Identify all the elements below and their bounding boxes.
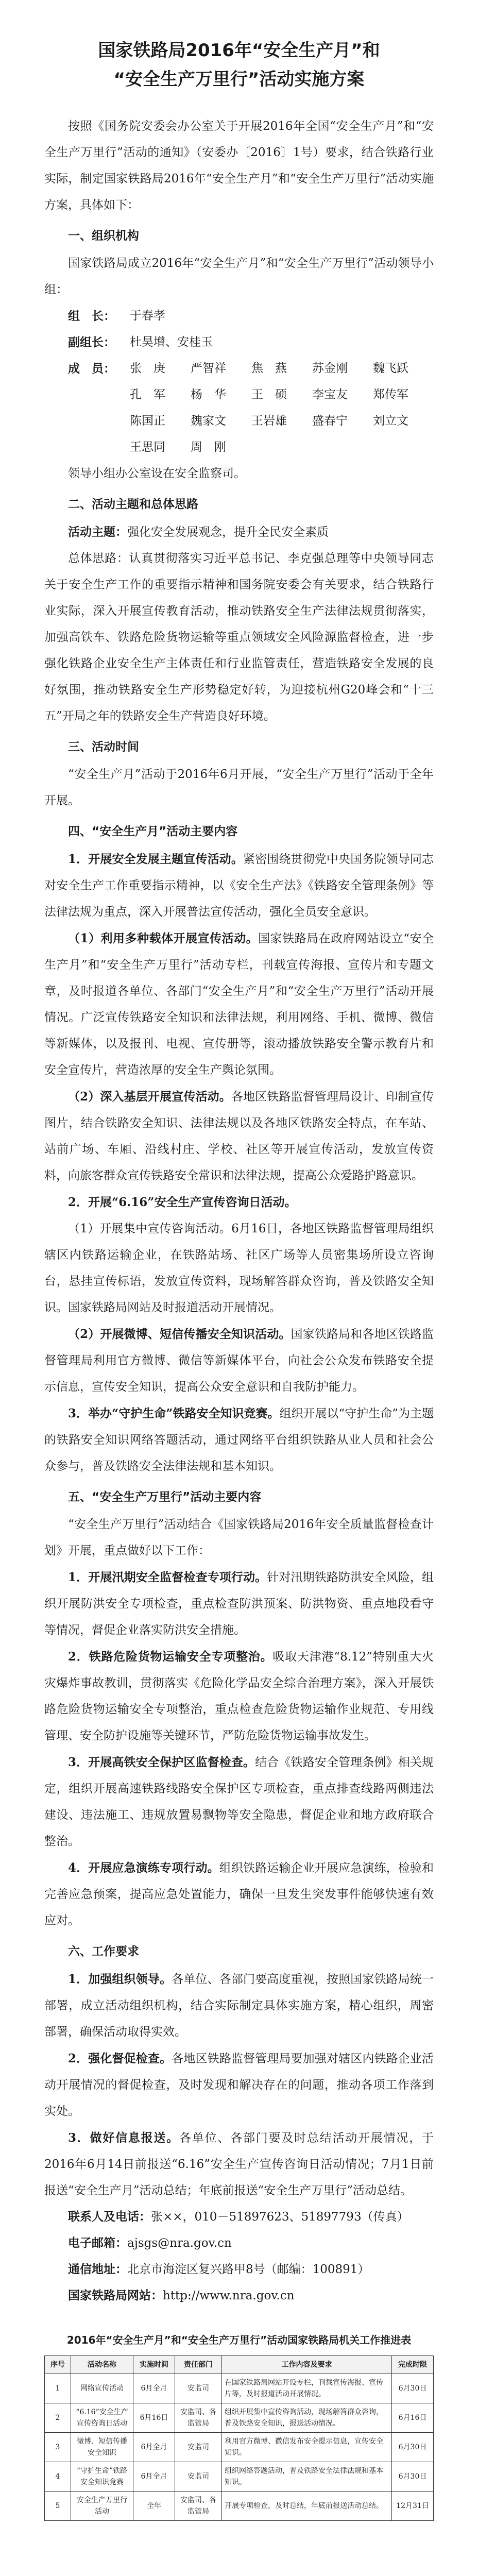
table-row xyxy=(45,2462,434,2492)
item-title: 4．开展应急演练专项行动。 xyxy=(68,1861,219,1875)
table-cell: 安监司 xyxy=(175,2374,222,2403)
item-text: 组织铁路运输企业开展应急演练，检验和完善应急预案，提高应急处置能力，确保一旦发生突发事件能够快速有效应对。 xyxy=(44,1861,434,1927)
table-cell: 12月31日 xyxy=(392,2492,434,2521)
table-cell: 6月全月 xyxy=(133,2374,175,2403)
theme-value: 强化安全发展观念，提升全民安全素质 xyxy=(127,526,329,539)
table-cell: 组织开展集中宣传咨询活动，现场解答群众咨询，普及铁路安全知识，报送活动情况。 xyxy=(222,2403,392,2433)
column-header: 序号 xyxy=(45,2356,71,2374)
members-row xyxy=(44,355,434,461)
member-name: 王思同 xyxy=(130,440,165,454)
item-title: 2．开展“6.16”安全生产宣传咨询日活动。 xyxy=(68,1195,297,1209)
title-line-2: “安全生产万里行”活动实施方案 xyxy=(113,69,365,90)
item-paragraph xyxy=(44,1749,434,1855)
table-cell: 开展专项检查，及时总结，年底前报送活动总结。 xyxy=(222,2492,392,2521)
website-value: http://www.nra.gov.cn xyxy=(163,2289,295,2302)
table-cell: 6月全月 xyxy=(133,2433,175,2462)
member-name: 李宝友 xyxy=(312,388,348,401)
item-text: 结合《铁路安全管理条例》相关规定，组织开展高速铁路线路安全保护区专项检查，重点排查线路两侧违法建设、违法施工、违规放置易飘物等安全隐患，督促企业和地方政府联合整治。 xyxy=(44,1756,434,1848)
member-name: 盛春宁 xyxy=(312,414,348,428)
website-line xyxy=(44,2283,434,2309)
column-header: 工作内容及要求 xyxy=(222,2356,392,2374)
member-name: 严智祥 xyxy=(191,362,226,375)
item-paragraph xyxy=(44,1855,434,1934)
contact-label: 联系人及电话： xyxy=(68,2210,151,2224)
table-cell: 利用官方微博、微信发布安全提示信息，宣传安全知识。 xyxy=(222,2433,392,2462)
requirement-paragraph xyxy=(44,2125,434,2204)
schedule-table xyxy=(44,2355,434,2521)
members-label: 成 员： xyxy=(68,362,115,376)
title-line-1: 国家铁路局2016年“安全生产月”和 xyxy=(98,40,380,61)
theme-label: 活动主题： xyxy=(68,525,127,539)
table-cell: 5 xyxy=(45,2492,71,2521)
column-header: 实施时间 xyxy=(133,2356,175,2374)
address-label: 通信地址： xyxy=(68,2263,127,2276)
table-cell: 1 xyxy=(45,2374,71,2403)
item-title: 2．铁路危险货物运输安全专项整治。 xyxy=(68,1650,273,1664)
org-intro: 国家铁路局成立2016年“安全生产月”和“安全生产万里行”活动领导小组： xyxy=(44,257,434,296)
table-cell: 安监司、各监管局 xyxy=(175,2403,222,2433)
item-paragraph: （1）开展集中宣传咨询活动。6月16日，各地区铁路监督管理局组织辖区内铁路运输企业，在铁路站场、社区广场等人员密集场所设立咨询台，悬挂宣传标语，发放宣传资料，现场解答群众咨询，普及铁路安全知识。国家铁路局网站及时报道活动开展情况。 xyxy=(44,1222,434,1314)
member-name: 杨 华 xyxy=(191,388,226,401)
item-text: 针对汛期铁路防洪安全风险，组织开展防洪安全专项检查，重点检查防洪预案、防洪物资、重点地段看守等情况，督促企业落实防洪安全措施。 xyxy=(44,1571,434,1637)
deputy-row xyxy=(44,329,434,355)
table-cell: 4 xyxy=(45,2462,71,2492)
section-heading-5: 五、“安全生产万里行”活动主要内容 xyxy=(68,1490,262,1504)
column-header: 责任部门 xyxy=(175,2356,222,2374)
table-cell: 2 xyxy=(45,2403,71,2433)
leader-value: 于春孝 xyxy=(130,309,165,323)
item-text: 吸取天津港“8.12”特别重大火灾爆炸事故教训，贯彻落实《危险化学品安全综合治理方案》，深入开展铁路危险货物运输安全专项整治，重点检查危险货物运输作业规范、专用线管理、安全防护设施等关键环节，严防危险货物运输事故发生。 xyxy=(44,1650,434,1742)
item-paragraph xyxy=(44,1083,434,1189)
section-heading-2: 二、活动主题和总体思路 xyxy=(68,498,198,511)
leader-row xyxy=(44,303,434,329)
item-title: 1．开展汛期安全监督检查专项行动。 xyxy=(68,1570,267,1584)
table-header-row xyxy=(45,2356,434,2374)
table-row xyxy=(45,2403,434,2433)
requirement-title: 2．强化督促检查。 xyxy=(68,2052,172,2065)
table-cell: 6月30日 xyxy=(392,2374,434,2403)
office-note: 领导小组办公室设在安全监察司。 xyxy=(68,467,246,480)
time-paragraph: “安全生产月”活动于2016年6月开展，“安全生产万里行”活动于全年开展。 xyxy=(44,768,434,807)
address-value: 北京市海淀区复兴路甲8号（邮编：100891） xyxy=(127,2263,370,2276)
member-name: 王岩雄 xyxy=(251,414,287,428)
item-title: 3．开展高铁安全保护区监督检查。 xyxy=(68,1755,255,1769)
item-paragraph xyxy=(44,925,434,1083)
item-title: （2）深入基层开展宣传活动。 xyxy=(68,1090,231,1104)
table-cell: 全年 xyxy=(133,2492,175,2521)
deputy-label: 副组长： xyxy=(68,335,115,349)
column-header: 完成时限 xyxy=(392,2356,434,2374)
table-cell: 组织网络答题活动，普及铁路安全法律法规和基本知识。 xyxy=(222,2462,392,2492)
item-title: （2）开展微博、短信传播安全知识活动。 xyxy=(68,1327,291,1341)
item-paragraph: “安全生产万里行”活动结合《国家铁路局2016年安全质量监督检查计划》开展，重点做好以下工作： xyxy=(44,1518,434,1557)
member-name: 魏飞跃 xyxy=(373,362,408,375)
email-value: ajsgs@nra.gov.cn xyxy=(127,2236,232,2250)
member-name: 刘立文 xyxy=(373,414,408,428)
item-paragraph xyxy=(44,1321,434,1400)
theme-paragraph xyxy=(44,519,434,546)
table-cell: 3 xyxy=(45,2433,71,2462)
table-cell: 安监司 xyxy=(175,2433,222,2462)
contact-value: 张××，010－51897623、51897793（传真） xyxy=(151,2210,409,2224)
requirement-title: 3．做好信息报送。 xyxy=(68,2131,180,2145)
table-cell: 安全生产万里行活动 xyxy=(71,2492,133,2521)
address-line xyxy=(44,2257,434,2283)
item-text: 国家铁路局在政府网站设立“安全生产月”和“安全生产万里行”活动专栏，刊载宣传海报、宣传片和专题文章，及时报道各单位、各部门“安全生产月”和“安全生产万里行”活动开展情况。广泛宣传铁路安全知识和法律法规，利用网络、手机、微博、微信等新媒体，以及报刊、电视、宣传册等，滚动播放铁路安全警示教育片和安全宣传片，营造浓厚的安全生产舆论氛围。 xyxy=(44,932,434,1077)
leader-label: 组 长： xyxy=(68,309,115,323)
table-cell: 6月全月 xyxy=(133,2462,175,2492)
item-text: 紧密围绕贯彻党中央国务院领导同志对安全生产工作重要指示精神，以《安全生产法》《铁路安全管理条例》等法律法规为重点，深入开展普法宣传活动，强化全员安全意识。 xyxy=(44,853,434,919)
table-row xyxy=(45,2433,434,2462)
item-title: 3．举办“守护生命”铁路安全知识竞赛。 xyxy=(68,1406,280,1420)
requirement-text: 各单位、各部门要高度重视，按照国家铁路局统一部署，成立活动组织机构，结合实际制定具体实施方案，精心组织，周密部署，确保活动取得实效。 xyxy=(44,1973,434,2039)
table-cell: 6月16日 xyxy=(392,2403,434,2433)
table-row xyxy=(45,2492,434,2521)
table-cell: 6月30日 xyxy=(392,2462,434,2492)
item-paragraph xyxy=(44,1564,434,1643)
member-name: 孔 军 xyxy=(130,388,165,401)
column-header: 活动名称 xyxy=(71,2356,133,2374)
table-cell: “6.16”安全生产宣传咨询日活动 xyxy=(71,2403,133,2433)
document-title xyxy=(44,36,434,94)
requirement-paragraph xyxy=(44,2045,434,2125)
schedule-table-title: 2016年“安全生产月”和“安全生产万里行”活动国家铁路局机关工作推进表 xyxy=(66,2334,412,2346)
email-line xyxy=(44,2230,434,2257)
table-cell: 在国家铁路局网站开设专栏，刊载宣传海报、宣传片等，及时报道活动开展情况。 xyxy=(222,2374,392,2403)
item-paragraph xyxy=(44,1189,434,1216)
item-paragraph xyxy=(44,1643,434,1749)
requirement-text: 各单位、各部门要及时总结活动开展情况，于2016年6月14日前报送“6.16”安全生产宣传咨询日活动情况；7月1日前报送“安全生产月”活动总结；年底前报送“安全生产万里行”活动总结。 xyxy=(44,2131,434,2197)
table-cell: 网络宣传活动 xyxy=(71,2374,133,2403)
member-name: 焦 燕 xyxy=(251,362,287,375)
item-paragraph xyxy=(44,1400,434,1480)
approach-paragraph: 总体思路：认真贯彻落实习近平总书记、李克强总理等中央领导同志关于安全生产工作的重要指示精神和国务院安委会有关要求，结合铁路行业实际，深入开展宣传教育活动，推动铁路安全生产法律法规贯彻落实，加强高铁车、铁路危险货物运输等重点领域安全风险源监督检查，进一步强化铁路企业安全生产主体责任和行业监管责任，营造铁路安全发展的良好氛围，推动铁路安全生产形势稳定好转，为迎接杭州G20峰会和“十三五”开局之年的铁路安全生产营造良好环境。 xyxy=(44,552,434,723)
item-text: 各地区铁路监督管理局设计、印制宣传图片，结合铁路安全知识、法律法规以及各地区铁路安全特点，在车站、站前广场、车厢、沿线村庄、学校、社区等开展宣传活动，发放宣传资料，向旅客群众宣传铁路安全常识和法律法规，提高公众爱路护路意识。 xyxy=(44,1090,434,1182)
section-heading-6: 六、工作要求 xyxy=(68,1945,139,1958)
section-heading-4: 四、“安全生产月”活动主要内容 xyxy=(68,825,238,838)
email-label: 电子邮箱： xyxy=(68,2236,127,2250)
section-heading-3: 三、活动时间 xyxy=(68,740,139,754)
table-row xyxy=(45,2374,434,2403)
intro-paragraph: 按照《国务院安委会办公室关于开展2016年全国“安全生产月”和“安全生产万里行”活动的通知》（安委办〔2016〕1号）要求，结合铁路行业实际，制定国家铁路局2016年“安全生产月”和“安全生产万里行”活动实施方案，具体如下： xyxy=(44,120,434,212)
contact-line xyxy=(44,2204,434,2230)
item-text: 组织开展以“守护生命”为主题的铁路安全知识网络答题活动，通过网络平台组织铁路从业人员和社会公众参与，普及铁路安全法律法规和基本知识。 xyxy=(44,1407,434,1473)
members-list xyxy=(130,355,434,461)
item-title: 1．开展安全发展主题宣传活动。 xyxy=(68,852,243,866)
website-label: 国家铁路局网站： xyxy=(68,2289,163,2302)
table-cell: 6月30日 xyxy=(392,2433,434,2462)
member-name: 魏家文 xyxy=(191,414,226,428)
table-cell: 6月16日 xyxy=(133,2403,175,2433)
table-cell: 安监司、各监管局 xyxy=(175,2492,222,2521)
item-text: 国家铁路局和各地区铁路监督管理局利用官方微博、微信等新媒体平台，向社会公众发布铁路安全提示信息，宣传安全知识，提高公众安全意识和自我防护能力。 xyxy=(44,1328,434,1394)
member-name: 张 庚 xyxy=(130,362,165,375)
requirement-title: 1．加强组织领导。 xyxy=(68,1972,172,1986)
table-cell: 安监司 xyxy=(175,2462,222,2492)
requirement-paragraph xyxy=(44,1966,434,2045)
member-name: 陈国正 xyxy=(130,414,165,428)
member-name: 郑传军 xyxy=(373,388,408,401)
table-cell: “守护生命”铁路安全知识竞赛 xyxy=(71,2462,133,2492)
member-name: 王 硕 xyxy=(251,388,287,401)
item-paragraph xyxy=(44,846,434,925)
deputy-value: 杜昊增、安桂玉 xyxy=(130,335,213,349)
table-cell: 微博、短信传播安全知识 xyxy=(71,2433,133,2462)
item-title: （1）利用多种载体开展宣传活动。 xyxy=(68,931,259,945)
requirement-text: 各地区铁路监督管理局要加强对辖区内铁路企业活动开展情况的督促检查，及时发现和解决存在的问题，推动各项工作落到实处。 xyxy=(44,2052,434,2118)
member-name: 周 刚 xyxy=(191,440,226,454)
section-heading-1: 一、组织机构 xyxy=(68,229,139,243)
member-name: 苏金刚 xyxy=(312,362,348,375)
